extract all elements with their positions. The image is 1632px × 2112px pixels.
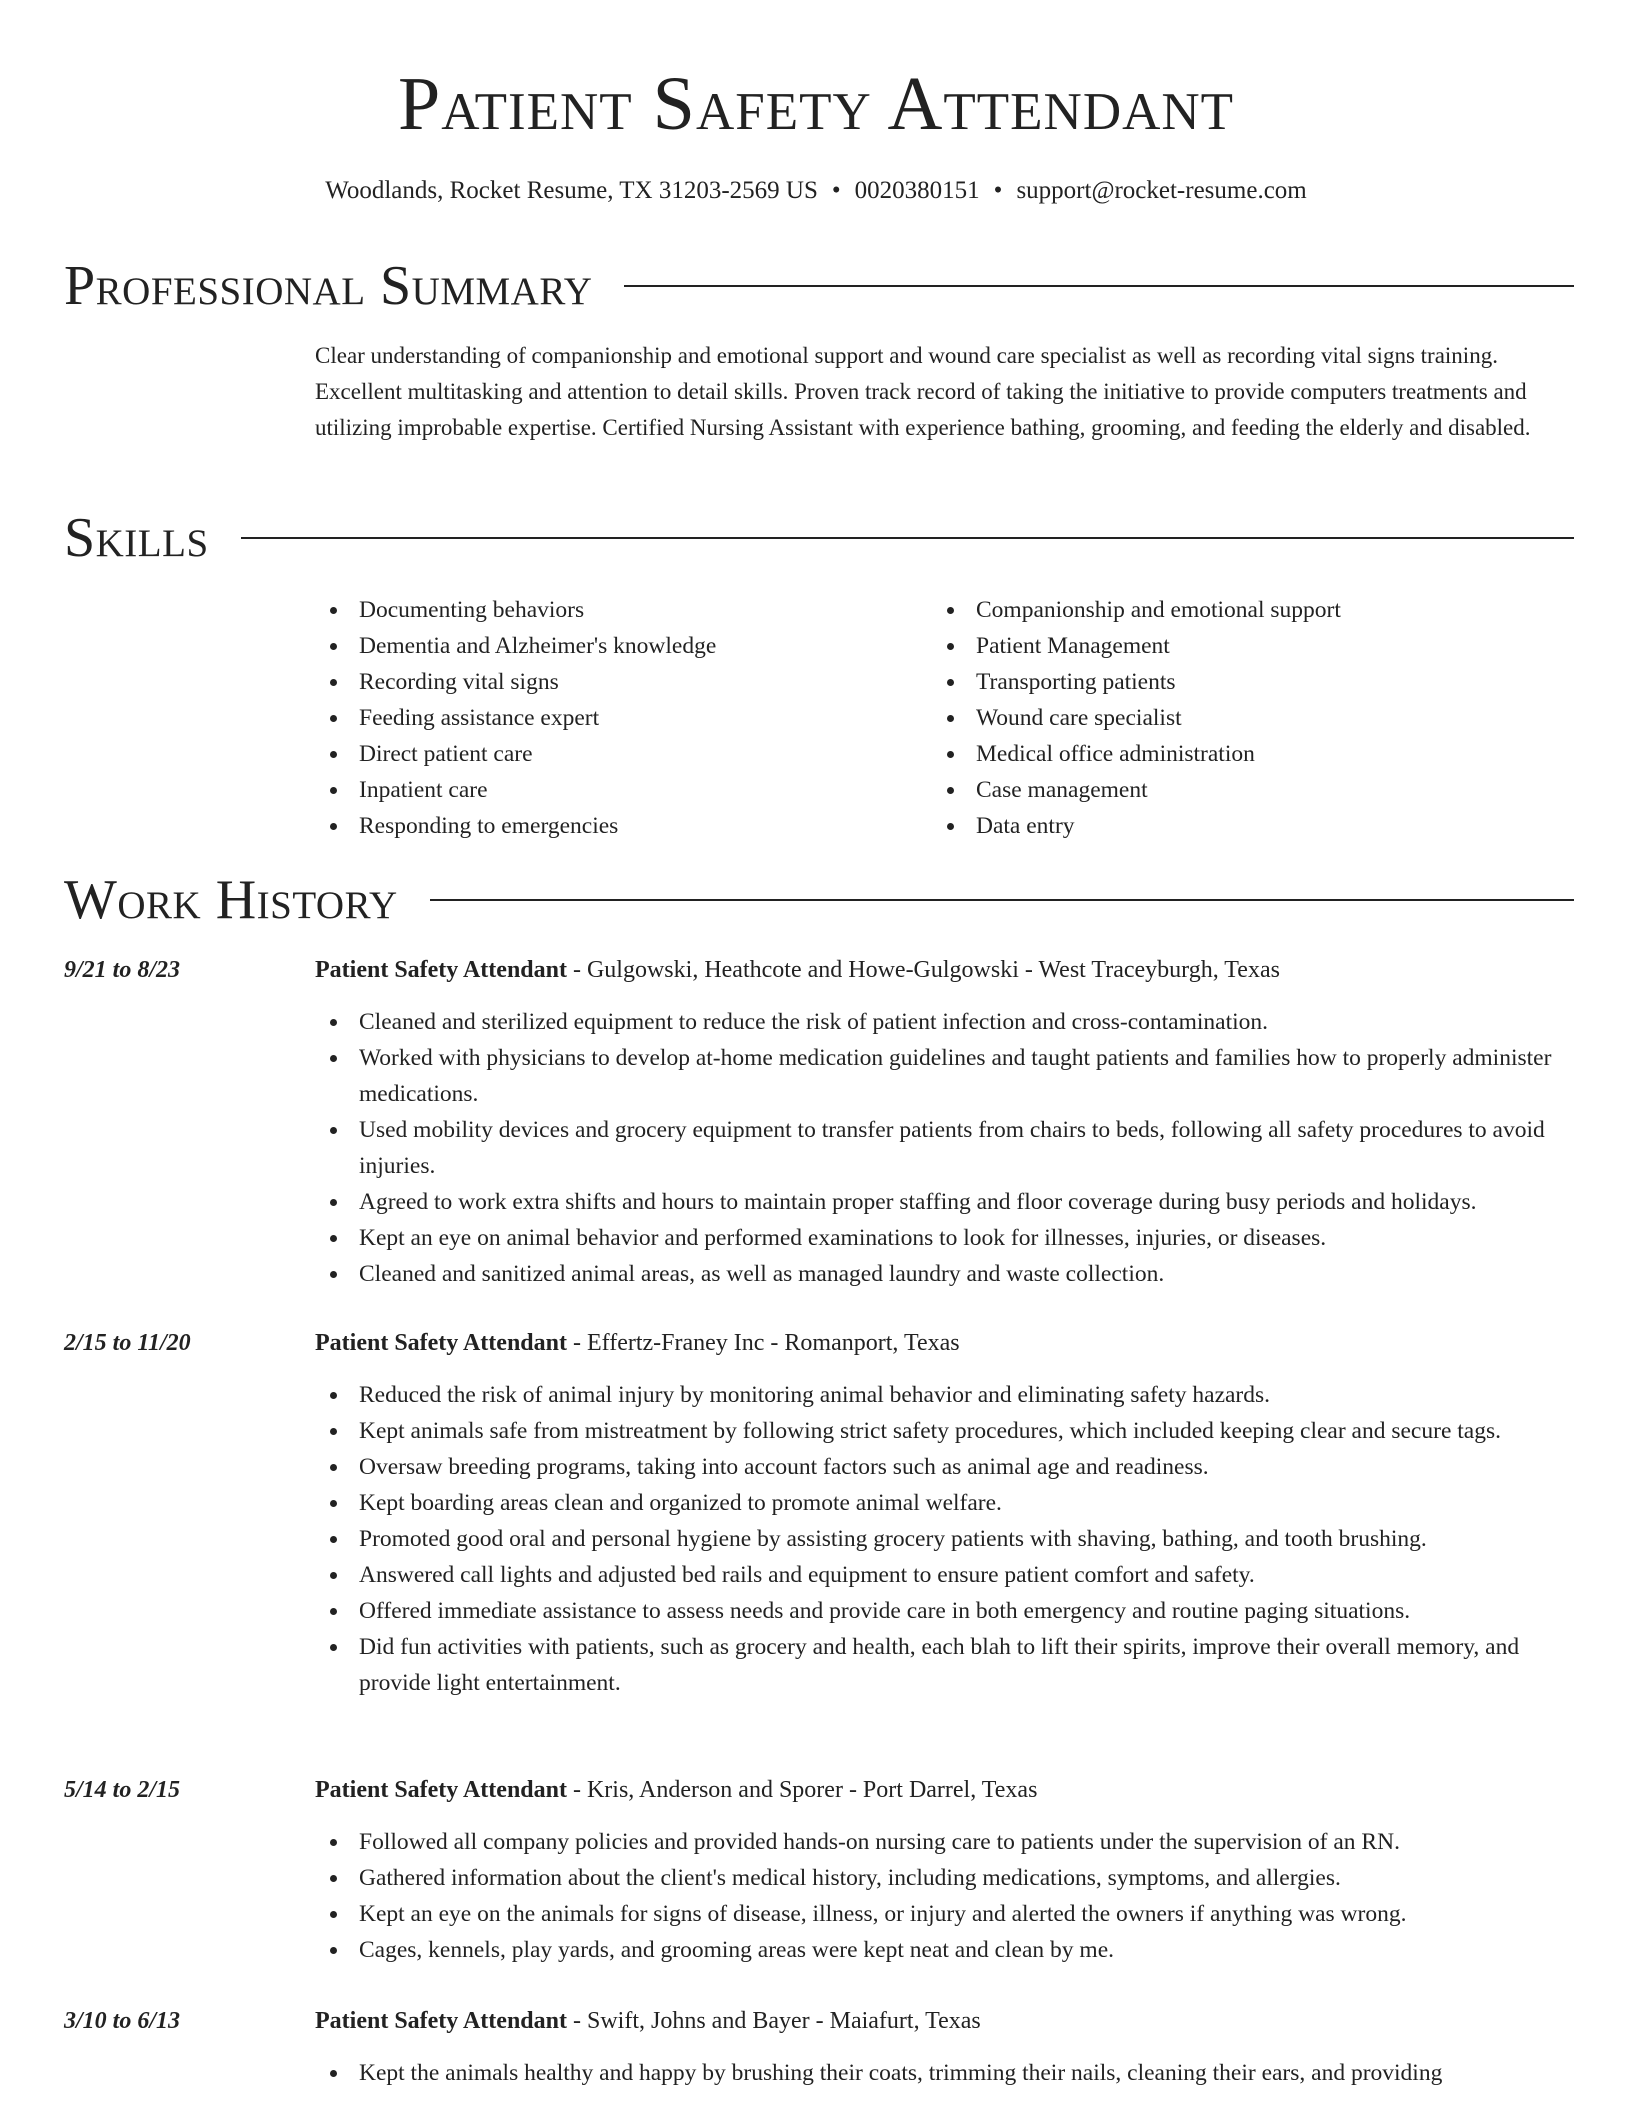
- job-heading: [315, 2003, 1575, 2039]
- section-title-work-history: Work History: [64, 869, 398, 931]
- section-title-summary: Professional Summary: [64, 255, 593, 317]
- job-employer-location: - Kris, Anderson and Sporer - Port Darrel, Texas: [566, 1777, 1038, 1803]
- job-duties: [315, 1377, 1574, 1701]
- skill-item: Inpatient care: [315, 772, 932, 808]
- summary-text: Clear understanding of companionship and emotional support and wound care specialist as well as recording vital signs training. Excellent multitasking and attention to detail skills. Proven track record of taking the initiative to provide computers treatments and utilizing improbable expertise. Certified Nursing Assistant with experience bathing, grooming, and feeding the elderly and disabled.: [315, 343, 1531, 440]
- skill-item: Dementia and Alzheimer's knowledge: [315, 628, 932, 664]
- skill-item: Case management: [932, 772, 1549, 808]
- job-duty-item: Kept animals safe from mistreatment by following strict safety procedures, which included keeping clear and secure tags.: [315, 1413, 1574, 1449]
- section-divider: [241, 537, 1574, 539]
- job-duty-item: Answered call lights and adjusted bed rails and equipment to ensure patient comfort and safety.: [315, 1557, 1574, 1593]
- job-heading: [315, 952, 1575, 988]
- job-duty-item: Kept an eye on animal behavior and performed examinations to look for illnesses, injuries, or diseases.: [315, 1220, 1574, 1256]
- job-duty-item: Offered immediate assistance to assess needs and provide care in both emergency and routine paging situations.: [315, 1593, 1574, 1629]
- job-duty-item: Followed all company policies and provided hands-on nursing care to patients under the supervision of an RN.: [315, 1824, 1574, 1860]
- skill-item: Companionship and emotional support: [932, 592, 1549, 628]
- job-duty-item: Promoted good oral and personal hygiene by assisting grocery patients with shaving, bathing, and tooth brushing.: [315, 1521, 1574, 1557]
- job-duty-item: Kept an eye on the animals for signs of disease, illness, or injury and alerted the owners if anything was wrong.: [315, 1896, 1574, 1932]
- job-duty-item: Agreed to work extra shifts and hours to maintain proper staffing and floor coverage during busy periods and holidays.: [315, 1184, 1574, 1220]
- job-duty-item: Cages, kennels, play yards, and grooming areas were kept neat and clean by me.: [315, 1932, 1574, 1968]
- job-duty-item: Used mobility devices and grocery equipment to transfer patients from chairs to beds, following all safety procedures to avoid injuries.: [315, 1112, 1574, 1184]
- job-employer-location: - Swift, Johns and Bayer - Maiafurt, Texas: [566, 2008, 981, 2034]
- job-duty-item: Kept boarding areas clean and organized to promote animal welfare.: [315, 1485, 1574, 1521]
- job-title: Patient Safety Attendant: [315, 1777, 567, 1803]
- job-employer-location: - Gulgowski, Heathcote and Howe-Gulgowski - West Traceyburgh, Texas: [566, 957, 1280, 983]
- job-title: Patient Safety Attendant: [315, 1330, 567, 1356]
- job-dates: 5/14 to 2/15: [64, 1777, 181, 1803]
- summary-section-header: [64, 254, 1574, 318]
- skill-item: Recording vital signs: [315, 664, 932, 700]
- section-divider: [624, 285, 1574, 287]
- job-employer-location: - Effertz-Franey Inc - Romanport, Texas: [566, 1330, 960, 1356]
- contact-phone: 0020380151: [854, 177, 980, 204]
- skills-columns: [315, 592, 1575, 844]
- skill-item: Wound care specialist: [932, 700, 1549, 736]
- job-duty-item: Reduced the risk of animal injury by monitoring animal behavior and eliminating safety hazards.: [315, 1377, 1574, 1413]
- job-duty-item: Oversaw breeding programs, taking into account factors such as animal age and readiness.: [315, 1449, 1574, 1485]
- job-dates: 2/15 to 11/20: [64, 1330, 191, 1356]
- skill-item: Patient Management: [932, 628, 1549, 664]
- contact-address: Woodlands, Rocket Resume, TX 31203-2569 US: [325, 177, 818, 204]
- skills-list-right: [932, 592, 1549, 844]
- skill-item: Data entry: [932, 808, 1549, 844]
- contact-line: [0, 174, 1632, 208]
- job-heading: [315, 1325, 1575, 1361]
- job-duties: [315, 2055, 1574, 2091]
- contact-email[interactable]: support@rocket-resume.com: [1016, 177, 1307, 204]
- skill-item: Documenting behaviors: [315, 592, 932, 628]
- job-duties: [315, 1824, 1574, 1968]
- job-duty-item: Cleaned and sterilized equipment to reduce the risk of patient infection and cross-contamination.: [315, 1004, 1574, 1040]
- job-title: Patient Safety Attendant: [315, 2008, 567, 2034]
- contact-separator: •: [831, 177, 841, 204]
- skills-section-header: [64, 506, 1574, 570]
- skill-item: Medical office administration: [932, 736, 1549, 772]
- job-duty-item: Kept the animals healthy and happy by brushing their coats, trimming their nails, cleaning their ears, and providing: [315, 2055, 1574, 2091]
- section-title-skills: Skills: [64, 507, 209, 569]
- skill-item: Direct patient care: [315, 736, 932, 772]
- skill-item: Feeding assistance expert: [315, 700, 932, 736]
- job-duty-item: Cleaned and sanitized animal areas, as well as managed laundry and waste collection.: [315, 1256, 1574, 1292]
- section-divider: [430, 899, 1574, 901]
- job-duties: [315, 1004, 1574, 1292]
- job-title: Patient Safety Attendant: [315, 957, 567, 983]
- work-history-section-header: [64, 868, 1574, 932]
- job-duty-item: Did fun activities with patients, such as grocery and health, each blah to lift their spirits, improve their overall memory, and provide light entertainment.: [315, 1629, 1574, 1701]
- job-duty-item: Worked with physicians to develop at-home medication guidelines and taught patients and families how to properly administer medications.: [315, 1040, 1574, 1112]
- job-duty-item: Gathered information about the client's medical history, including medications, symptoms, and allergies.: [315, 1860, 1574, 1896]
- skill-item: Responding to emergencies: [315, 808, 932, 844]
- job-dates: 3/10 to 6/13: [64, 2008, 181, 2034]
- job-heading: [315, 1772, 1575, 1808]
- skill-item: Transporting patients: [932, 664, 1549, 700]
- contact-separator: •: [993, 177, 1003, 204]
- job-dates: 9/21 to 8/23: [64, 957, 181, 983]
- skills-list-left: [315, 592, 932, 844]
- candidate-name: Patient Safety Attendant: [397, 62, 1235, 146]
